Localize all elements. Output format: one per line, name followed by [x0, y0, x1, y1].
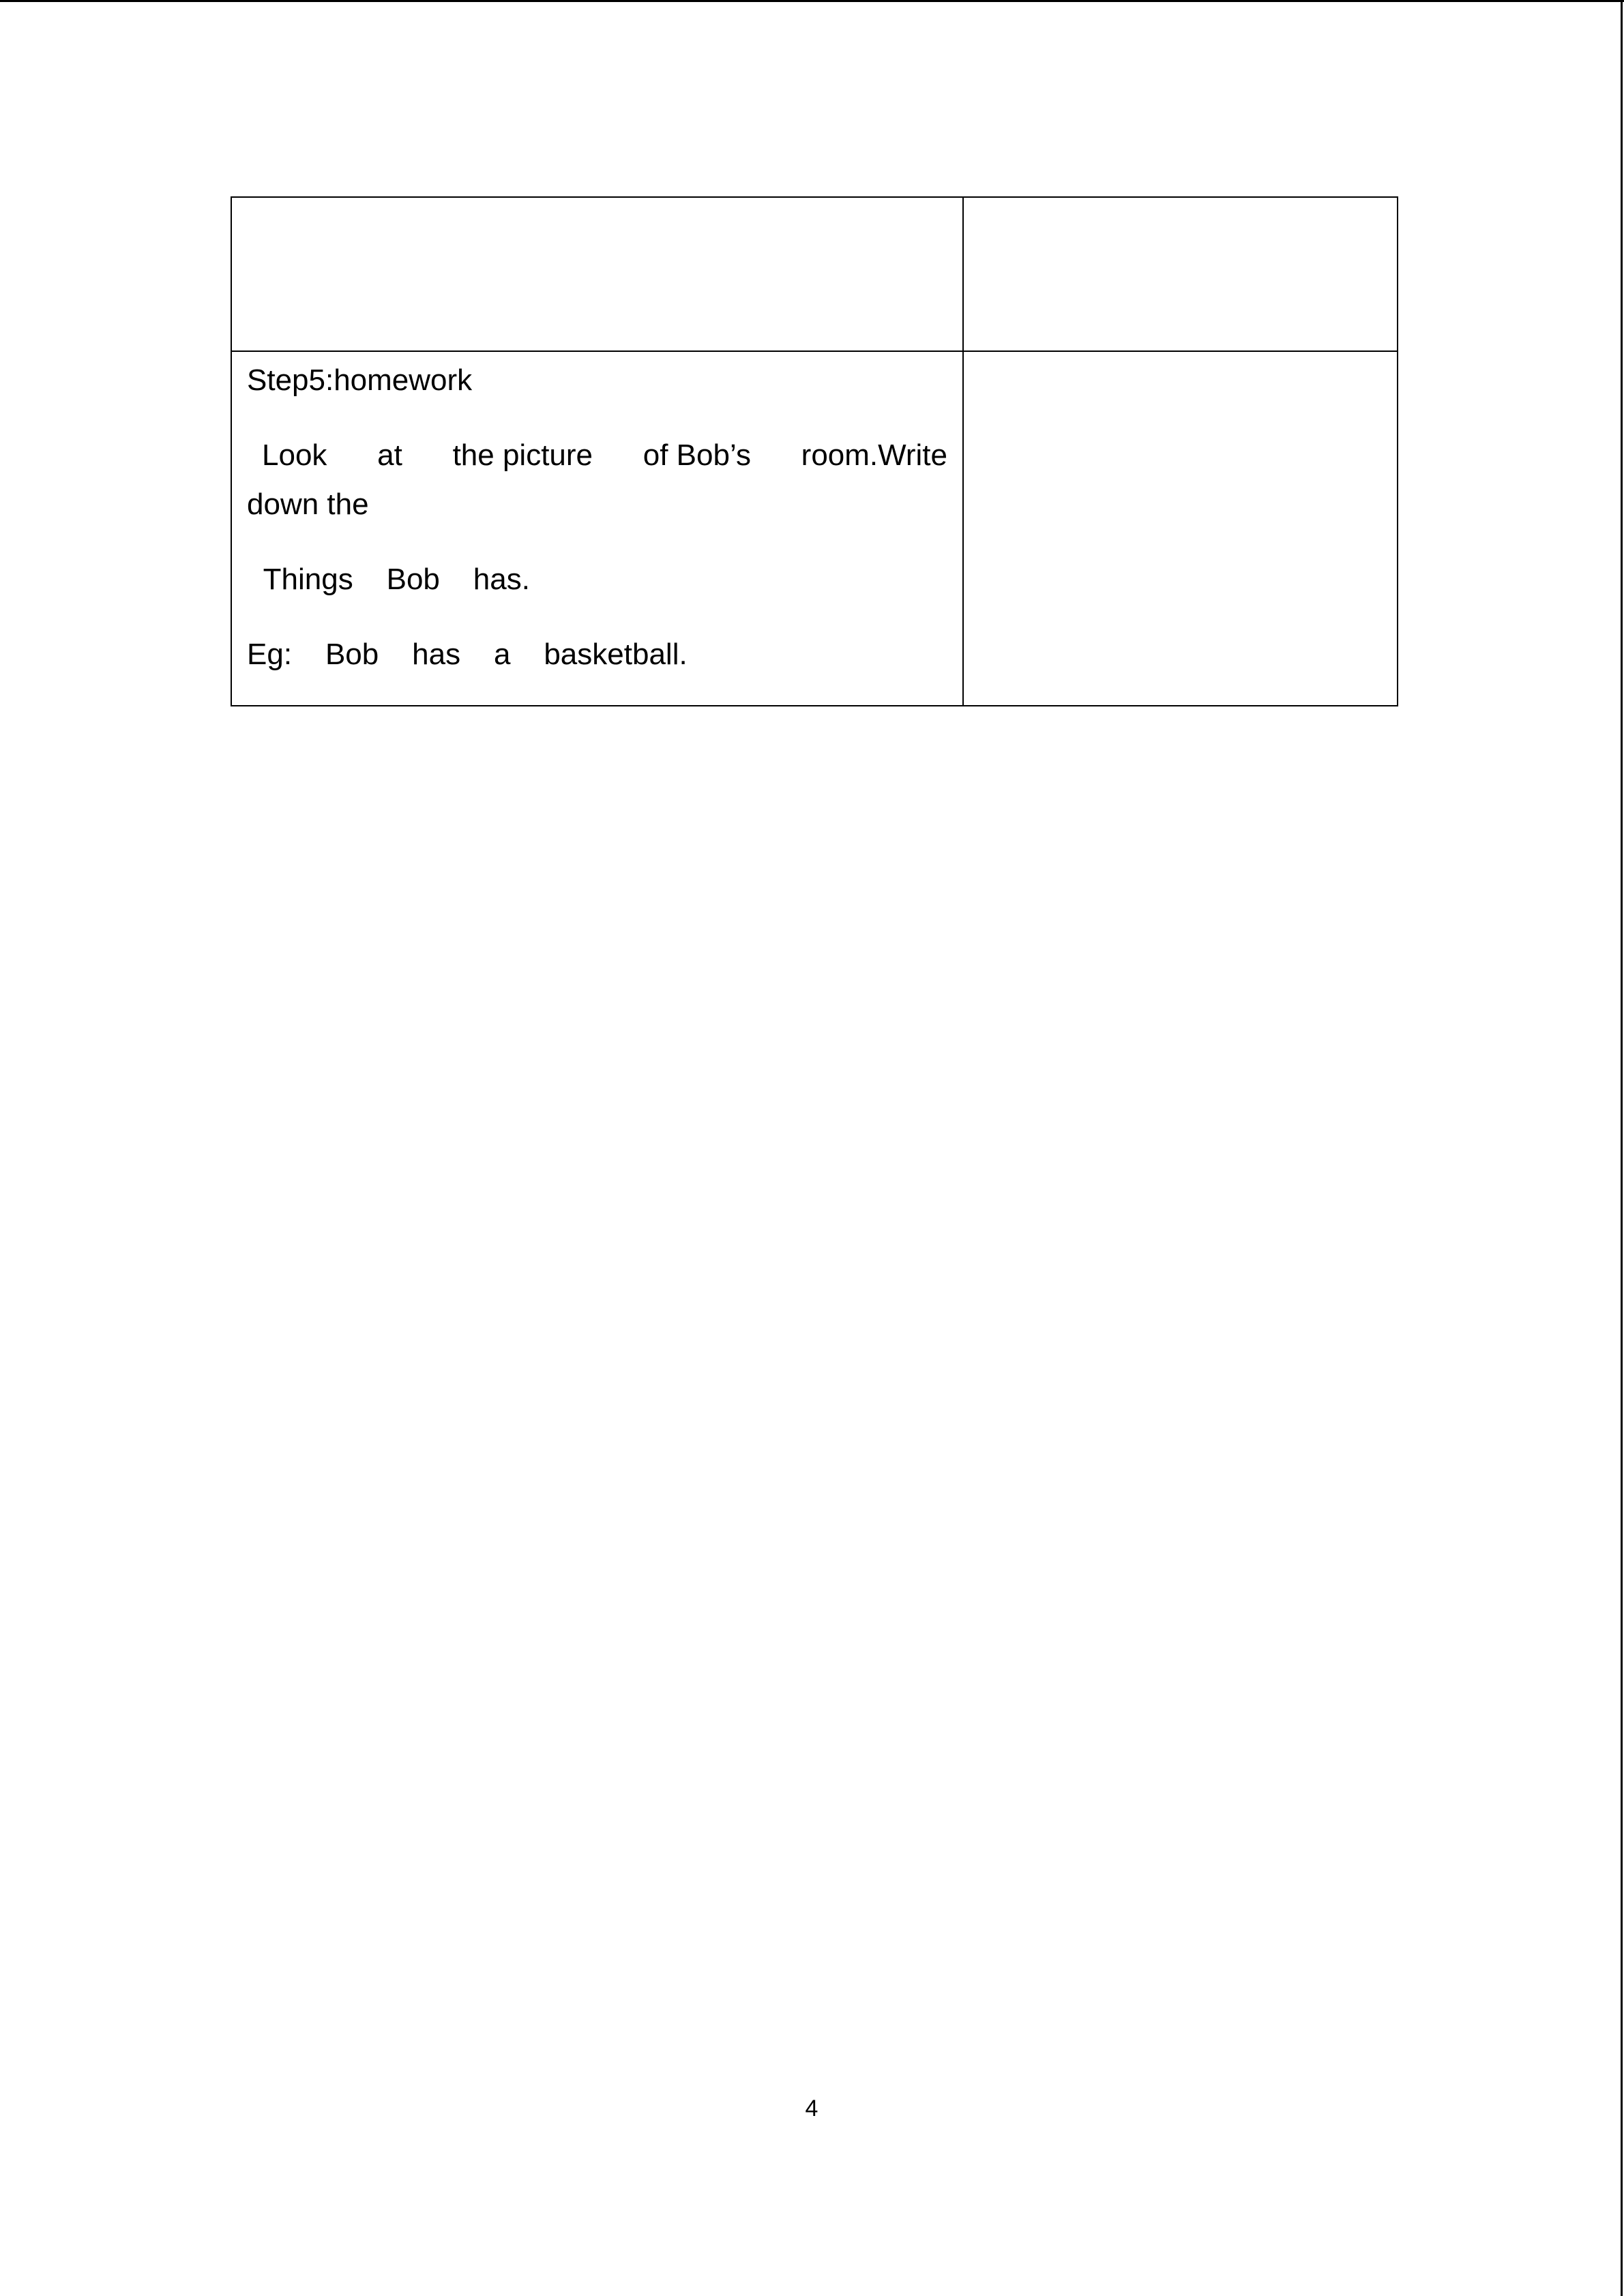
instruction-paragraph: [247, 431, 947, 529]
word: room.Write: [801, 438, 947, 472]
instruction-line-2: down the: [247, 488, 369, 521]
page-number: 4: [805, 2096, 818, 2121]
example-line: Eg: Bob has a basketball.: [247, 638, 688, 671]
table-row: [231, 351, 1398, 706]
word: of Bob’s: [643, 438, 751, 472]
homework-cell: [231, 351, 963, 706]
homework-content: [232, 352, 962, 679]
homework-notes-cell: [963, 351, 1398, 706]
empty-cell-left: [231, 197, 963, 351]
word: the picture: [452, 438, 593, 472]
table-row: [231, 197, 1398, 351]
page-right-border: [1621, 0, 1623, 2296]
instruction-line-1: [247, 431, 947, 480]
empty-cell-right: [963, 197, 1398, 351]
word: at: [377, 438, 402, 472]
page-top-border: [0, 0, 1624, 2]
word: Look: [262, 438, 327, 472]
lesson-table: [231, 196, 1398, 706]
instruction-line-3: Things Bob has.: [247, 563, 530, 596]
step-title: Step5:homework: [247, 363, 473, 397]
